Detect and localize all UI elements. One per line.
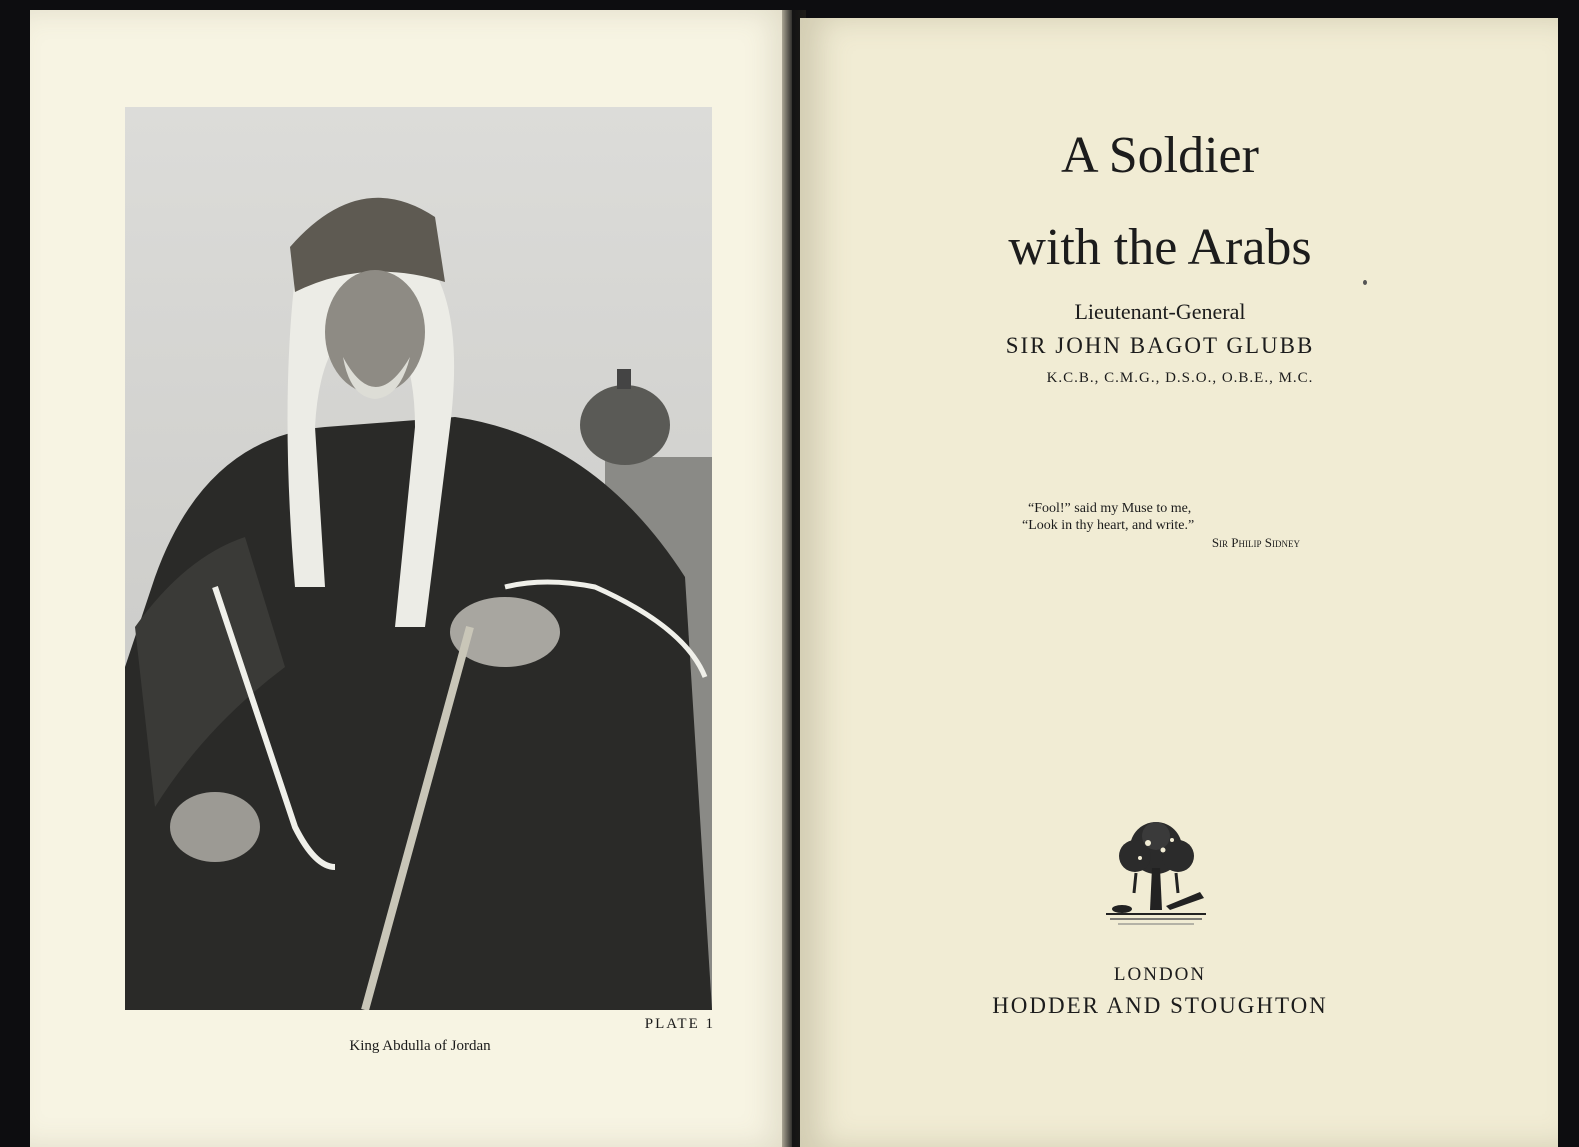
title-page	[800, 18, 1558, 1147]
photo-caption: King Abdulla of Jordan	[349, 1038, 491, 1054]
author-name: SIR JOHN BAGOT GLUBB	[1005, 333, 1315, 358]
epigraph	[1010, 500, 1310, 551]
title-line-1: A Soldier	[1061, 127, 1259, 184]
publisher-city: LONDON	[1113, 964, 1207, 985]
title-line-2: with the Arabs	[1008, 219, 1312, 276]
epigraph-attribution: Sir Philip Sidney	[1211, 535, 1300, 550]
author-honours: K.C.B., C.M.G., D.S.O., O.B.E., M.C.	[1046, 370, 1314, 386]
portrait-illustration	[125, 107, 712, 1010]
tree-colophon-icon	[1100, 818, 1212, 933]
publisher-name: HODDER AND STOUGHTON	[992, 993, 1328, 1018]
book-title	[900, 110, 1420, 294]
epigraph-line-2: “Look in thy heart, and write.”	[1022, 518, 1195, 533]
author-rank: Lieutenant-General	[1074, 299, 1246, 324]
paper-speck	[1363, 280, 1367, 285]
epigraph-line-1: “Fool!” said my Muse to me,	[1028, 501, 1192, 516]
portrait-photo	[125, 107, 712, 1010]
plate-label: PLATE 1	[644, 1016, 715, 1032]
frontispiece-page	[30, 10, 792, 1147]
